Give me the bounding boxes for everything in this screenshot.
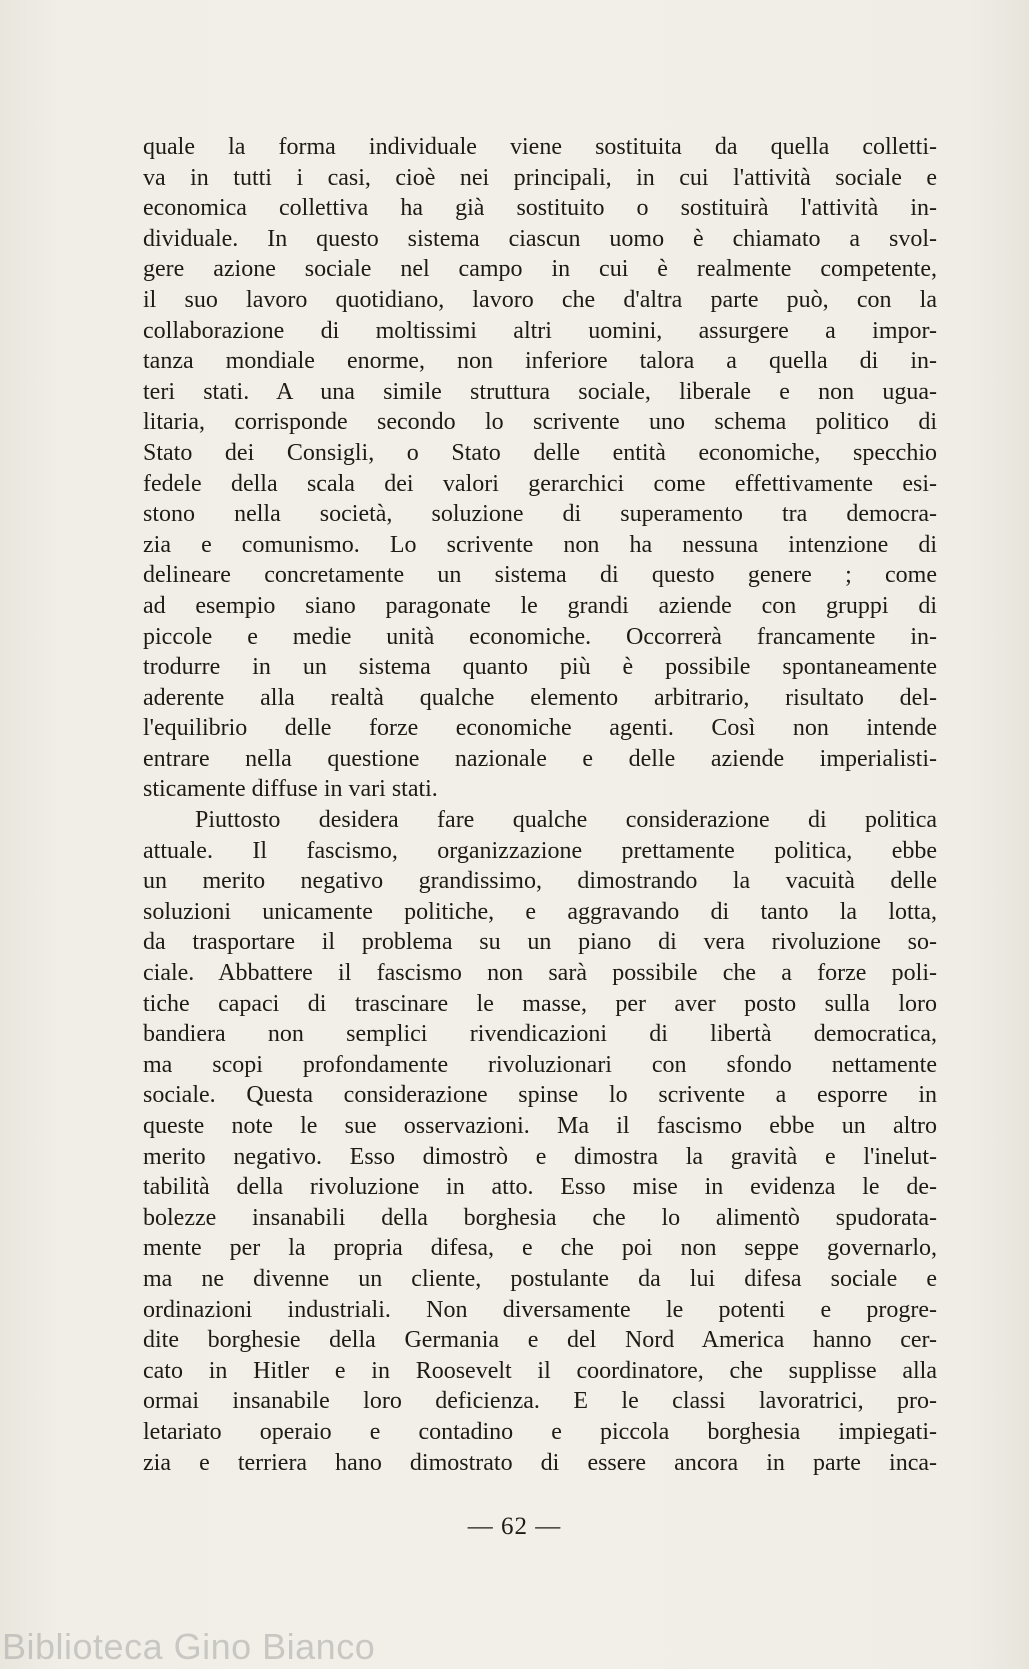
text-line: trodurre in un sistema quanto più è possibile spontaneamente xyxy=(143,654,937,681)
text-line: ad esempio siano paragonate le grandi aziende con gruppi di xyxy=(143,592,937,619)
text-line: gere azione sociale nel campo in cui è realmente competente, xyxy=(143,256,937,283)
text-line: fedele della scala dei valori gerarchici come effettivamente esi- xyxy=(143,470,937,497)
text-line: zia e comunismo. Lo scrivente non ha nessuna intenzione di xyxy=(143,531,937,558)
text-line: l'equilibrio delle forze economiche agenti. Così non intende xyxy=(143,715,937,742)
text-line: economica collettiva ha già sostituito o sostituirà l'attività in- xyxy=(143,195,937,222)
text-line: ma ne divenne un cliente, postulante da lui difesa sociale e xyxy=(143,1265,937,1292)
text-line: tanza mondiale enorme, non inferiore talora a quella di in- xyxy=(143,348,937,375)
body-text xyxy=(143,132,937,1478)
text-line: zia e terriera hano dimostrato di essere ancora in parte inca- xyxy=(143,1449,937,1476)
text-line: tabilità della rivoluzione in atto. Esso mise in evidenza le de- xyxy=(143,1174,937,1201)
text-line: Stato dei Consigli, o Stato delle entità economiche, specchio xyxy=(143,439,937,466)
text-line: collaborazione di moltissimi altri uomini, assurgere a impor- xyxy=(143,317,937,344)
text-line: entrare nella questione nazionale e delle aziende imperialisti- xyxy=(143,745,937,772)
text-line: da trasportare il problema su un piano di vera rivoluzione so- xyxy=(143,929,937,956)
text-line: queste note le sue osservazioni. Ma il fascismo ebbe un altro xyxy=(143,1113,937,1139)
text-line: quale la forma individuale viene sostituita da quella colletti- xyxy=(143,134,937,160)
text-line: bolezze insanabili della borghesia che lo alimentò spudorata- xyxy=(143,1204,937,1231)
text-line: litaria, corrisponde secondo lo scrivente uno schema politico di xyxy=(143,409,937,436)
text-line: ciale. Abbattere il fascismo non sarà possibile che a forze poli- xyxy=(143,960,937,987)
text-line: soluzioni unicamente politiche, e aggravando di tanto la lotta, xyxy=(143,898,937,925)
page-number: — 62 — xyxy=(467,1513,562,1540)
text-line: il suo lavoro quotidiano, lavoro che d'altra parte può, con la xyxy=(143,286,937,313)
text-line: dividuale. In questo sistema ciascun uomo è chiamato a svol- xyxy=(143,225,937,252)
text-line: un merito negativo grandissimo, dimostrando la vacuità delle xyxy=(143,868,937,895)
text-line: teri stati. A una simile struttura sociale, liberale e non ugua- xyxy=(143,378,937,405)
paragraph-start-line: Piuttosto desidera fare qualche considerazione di politica xyxy=(195,807,937,834)
text-line: tiche capaci di trascinare le masse, per aver posto sulla loro xyxy=(143,990,937,1017)
library-watermark: Biblioteca Gino Bianco xyxy=(2,1626,376,1667)
text-line: letariato operaio e contadino e piccola borghesia impiegati- xyxy=(143,1418,937,1445)
text-line: attuale. Il fascismo, organizzazione prettamente politica, ebbe xyxy=(143,837,937,864)
text-line: mente per la propria difesa, e che poi non seppe governarlo, xyxy=(143,1235,937,1262)
text-line: bandiera non semplici rivendicazioni di libertà democratica, xyxy=(143,1021,937,1048)
text-line: ormai insanabile loro deficienza. E le classi lavoratrici, pro- xyxy=(143,1388,937,1415)
text-line: cato in Hitler e in Roosevelt il coordinatore, che supplisse alla xyxy=(143,1357,937,1384)
text-line: va in tutti i casi, cioè nei principali, in cui l'attività sociale e xyxy=(143,164,937,191)
text-line: ma scopi profondamente rivoluzionari con sfondo nettamente xyxy=(143,1051,937,1078)
text-line: dite borghesie della Germania e del Nord America hanno cer- xyxy=(143,1327,937,1354)
text-line: stono nella società, soluzione di superamento tra democra- xyxy=(143,501,937,528)
text-line: piccole e medie unità economiche. Occorrerà francamente in- xyxy=(143,623,937,650)
text-line: sociale. Questa considerazione spinse lo scrivente a esporre in xyxy=(143,1082,937,1109)
text-line: delineare concretamente un sistema di questo genere ; come xyxy=(143,562,937,589)
text-line: merito negativo. Esso dimostrò e dimostra la gravità e l'inelut- xyxy=(143,1143,937,1170)
text-line: ordinazioni industriali. Non diversamente le potenti e progre- xyxy=(143,1296,937,1323)
text-line: aderente alla realtà qualche elemento arbitrario, risultato del- xyxy=(143,684,937,711)
text-line: sticamente diffuse in vari stati. xyxy=(143,776,438,803)
